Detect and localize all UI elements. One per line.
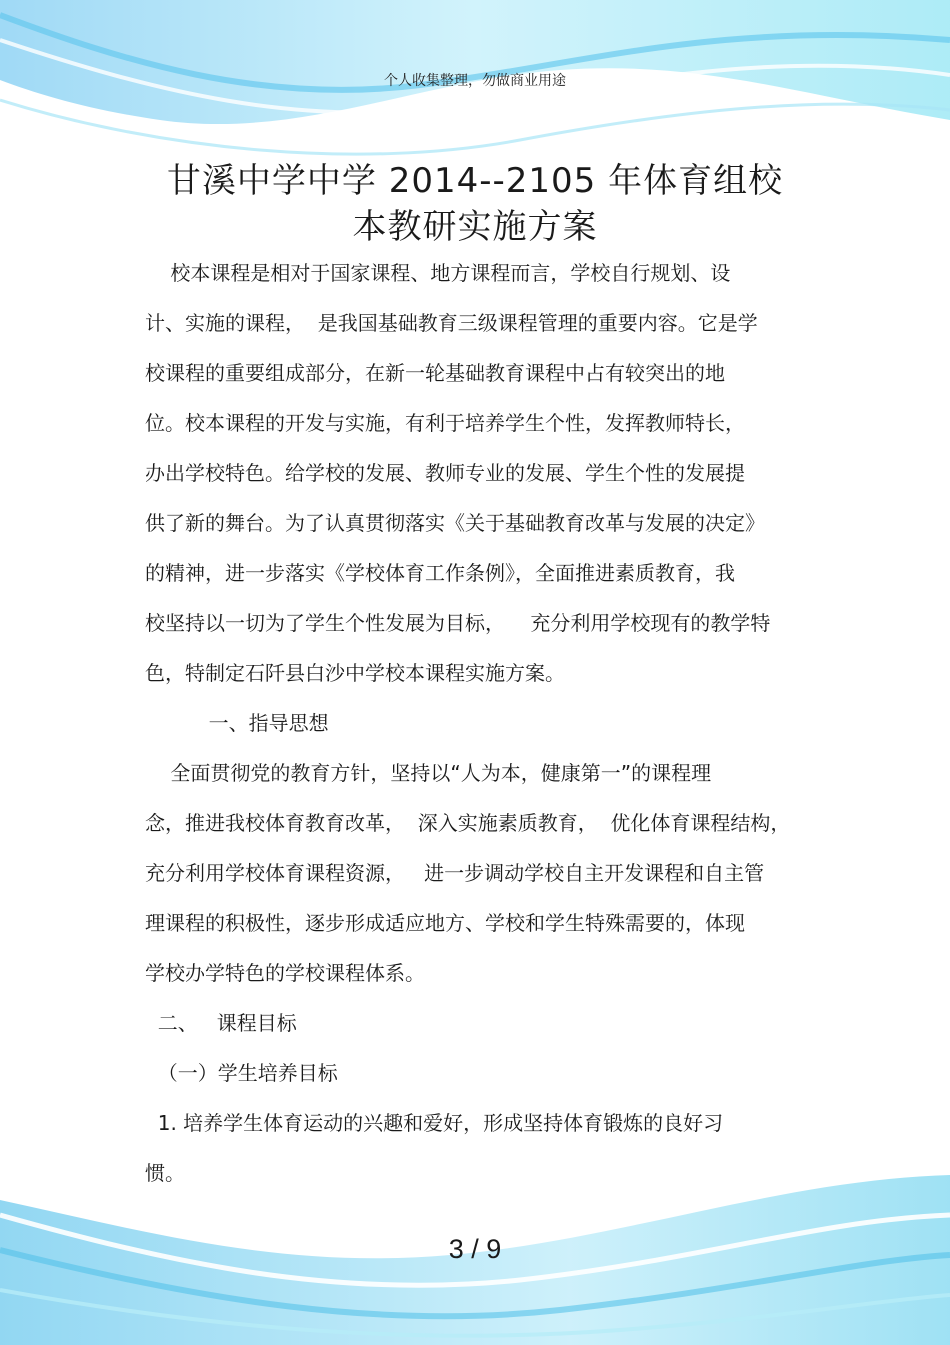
body-line: 校坚持以一切为了学生个性发展为目标， 充分利用学校现有的教学特 — [145, 611, 771, 635]
body-line: 念，推进我校体育教育改革， 深入实施素质教育， 优化体育课程结构， — [145, 811, 791, 835]
body-line: 1. 培养学生体育运动的兴趣和爱好，形成坚持体育锻炼的良好习 — [145, 1111, 724, 1135]
body-line: 供了新的舞台。为了认真贯彻落实《关于基础教育改革与发展的决定》 — [145, 511, 765, 535]
document-title — [0, 158, 950, 250]
body-line: 色，特制定石阡县白沙中学校本课程实施方案。 — [145, 661, 565, 685]
subsection-heading-student-goals: （一）学生培养目标 — [145, 1061, 338, 1085]
body-line: 惯。 — [145, 1161, 185, 1185]
body-line: 全面贯彻党的教育方针，坚持以“人为本，健康第一”的课程理 — [145, 761, 712, 785]
page-number: 3 / 9 — [448, 1234, 502, 1264]
title-line-2: 本教研实施方案 — [352, 207, 598, 247]
body-line: 充分利用学校体育课程资源， 进一步调动学校自主开发课程和自主管 — [145, 861, 765, 885]
header-note: 个人收集整理，勿做商业用途 — [384, 73, 566, 89]
section-heading-guiding-thought: 一、指导思想 — [145, 711, 329, 735]
body-line: 理课程的积极性，逐步形成适应地方、学校和学生特殊需要的，体现 — [145, 911, 745, 935]
body-line: 学校办学特色的学校课程体系。 — [145, 961, 425, 985]
body-line: 位。校本课程的开发与实施，有利于培养学生个性，发挥教师特长， — [145, 411, 745, 435]
document-body — [145, 253, 805, 1203]
title-line-1: 甘溪中学中学 2014--2105 年体育组校 — [166, 161, 784, 201]
body-line: 校课程的重要组成部分，在新一轮基础教育课程中占有较突出的地 — [145, 361, 725, 385]
body-line: 校本课程是相对于国家课程、地方课程而言，学校自行规划、设 — [145, 261, 731, 285]
body-line: 计、实施的课程， 是我国基础教育三级课程管理的重要内容。它是学 — [145, 311, 758, 335]
body-line: 办出学校特色。给学校的发展、教师专业的发展、学生个性的发展提 — [145, 461, 745, 485]
section-heading-course-goals: 二、 课程目标 — [145, 1011, 297, 1035]
body-line: 的精神，进一步落实《学校体育工作条例》，全面推进素质教育，我 — [145, 561, 735, 585]
